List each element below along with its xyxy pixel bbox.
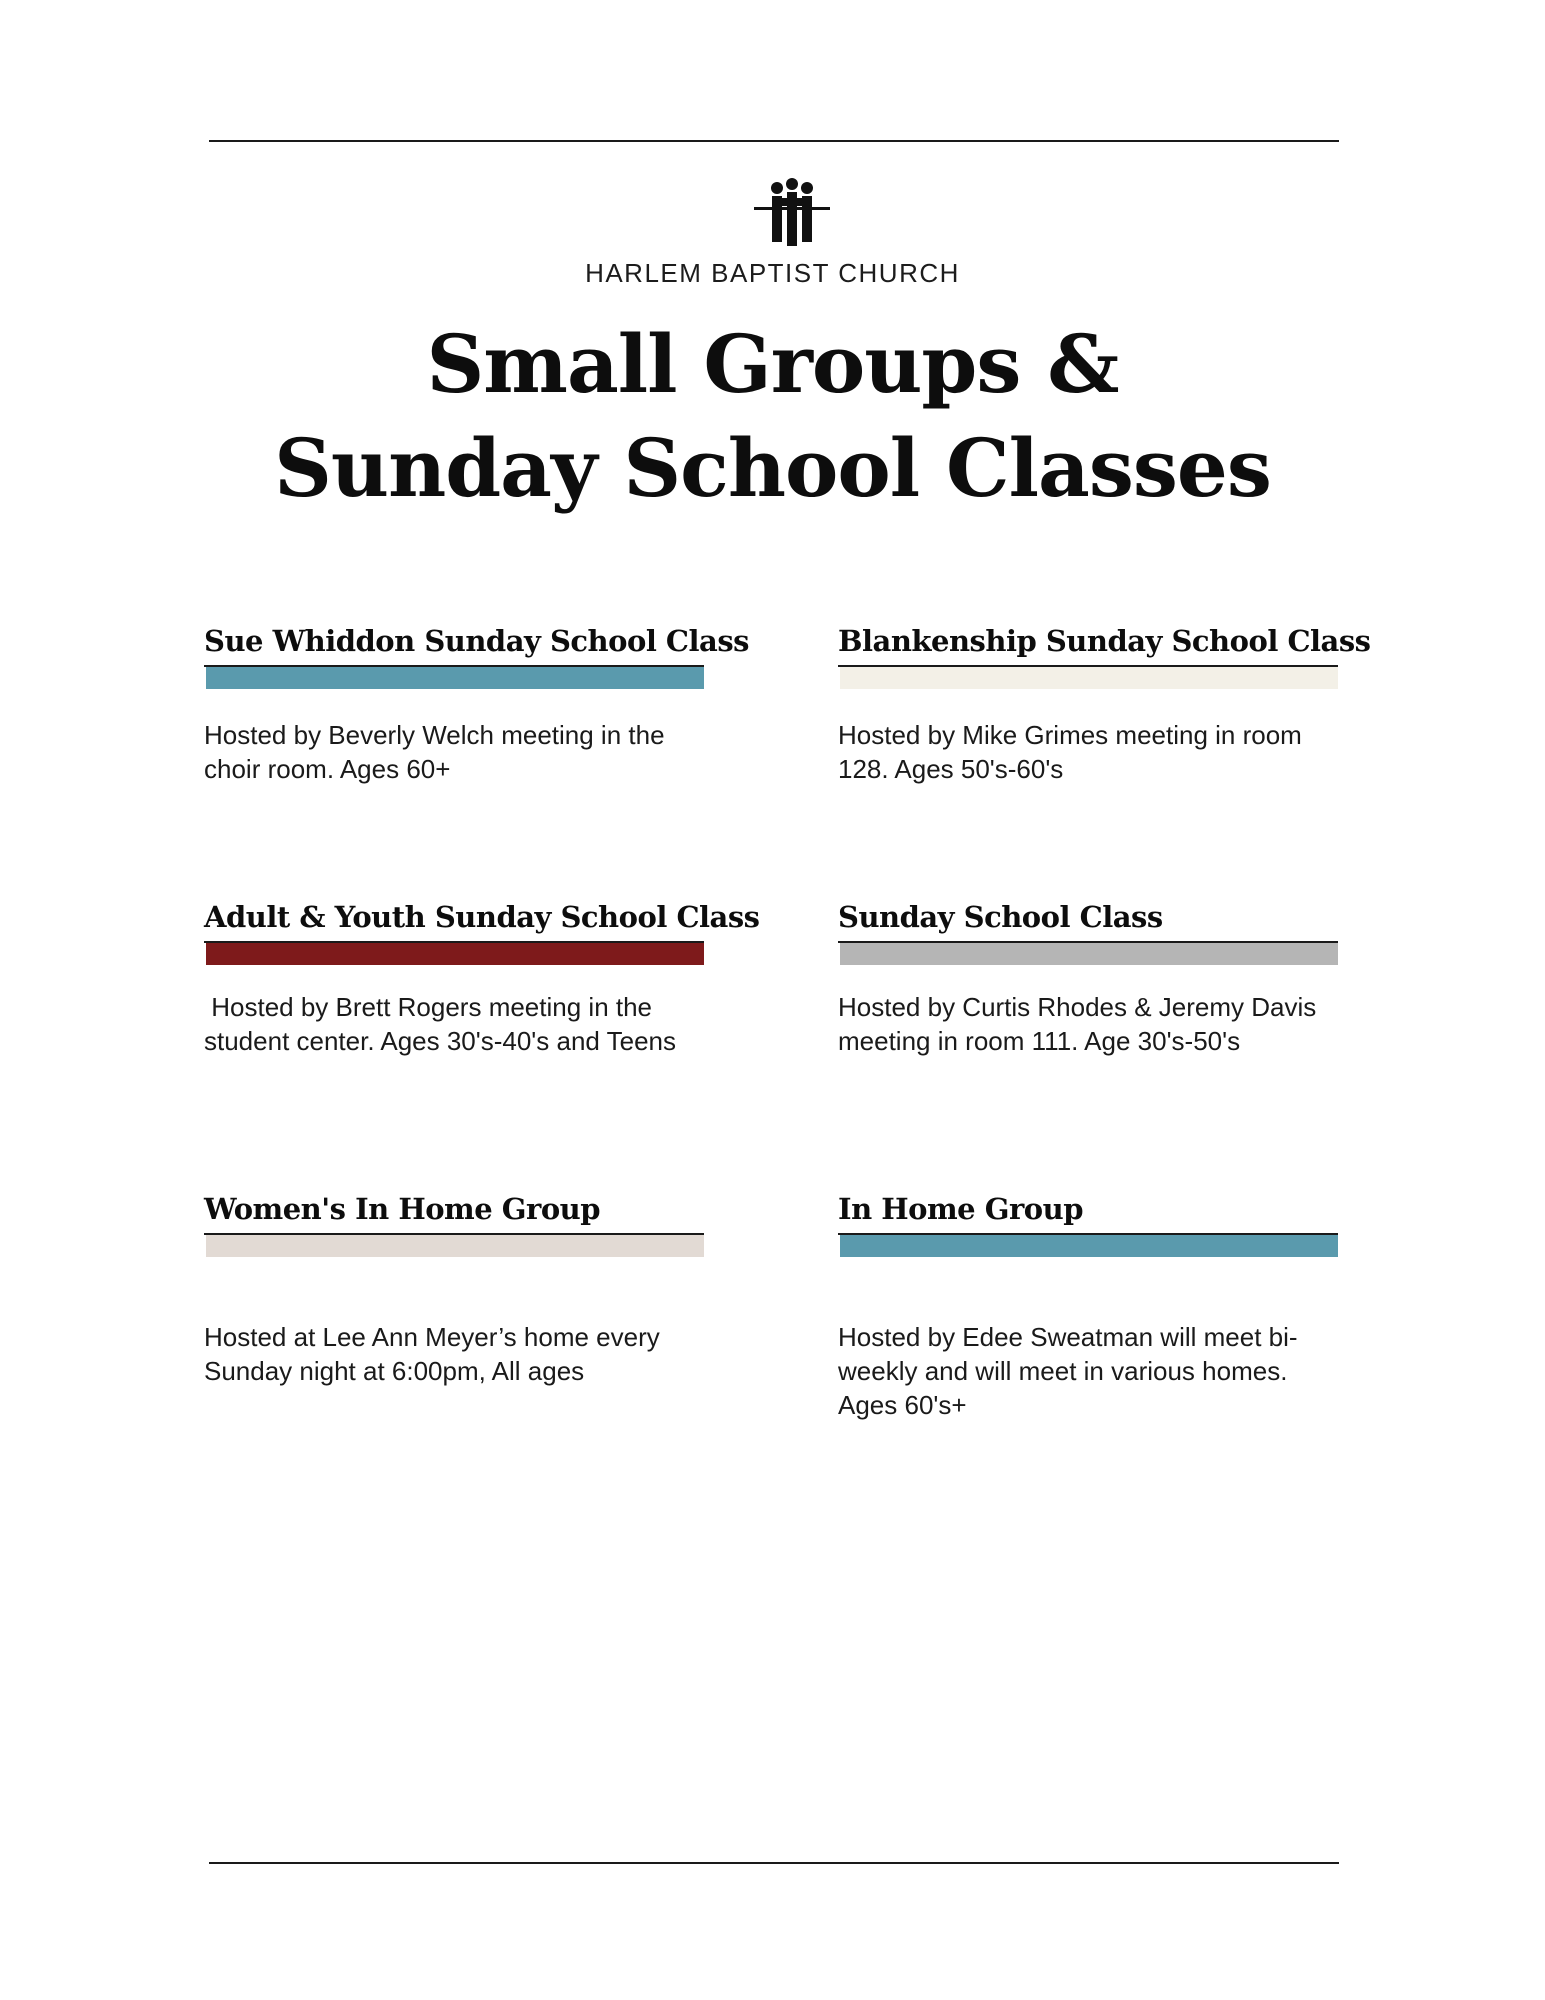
group-color-bar [206,1235,704,1257]
group-title: Adult & Youth Sunday School Class [204,900,760,934]
group-description: Hosted by Beverly Welch meeting in the choir room. Ages 60+ [204,720,672,784]
group-title: In Home Group [838,1192,1083,1226]
bottom-divider [209,1862,1339,1864]
church-name: HARLEM BAPTIST CHURCH [585,258,960,288]
group-color-bar [840,943,1338,965]
group-title: Sue Whiddon Sunday School Class [204,624,749,658]
page-title [0,312,1545,520]
page-title-line-1: Small Groups & [426,317,1119,411]
group-color-bar [840,667,1338,689]
group-description: Hosted by Edee Sweatman will meet bi-weekly and will meet in various homes. Ages 60's+ [838,1322,1298,1420]
church-people-cross-icon [752,178,832,246]
top-divider [209,140,1339,142]
group-color-bar [206,943,704,965]
group-color-bar [206,667,704,689]
group-description: Hosted by Curtis Rhodes & Jeremy Davis meeting in room 111. Age 30's-50's [838,992,1324,1056]
group-title: Women's In Home Group [204,1192,601,1226]
page-title-line-2: Sunday School Classes [274,421,1271,515]
group-title: Blankenship Sunday School Class [838,624,1371,658]
group-description: Hosted at Lee Ann Meyer’s home every Sunday night at 6:00pm, All ages [204,1322,667,1386]
group-title: Sunday School Class [838,900,1163,934]
group-description: Hosted by Brett Rogers meeting in the student center. Ages 30's-40's and Teens [204,992,676,1056]
group-color-bar [840,1235,1338,1257]
group-description: Hosted by Mike Grimes meeting in room 128. Ages 50's-60's [838,720,1310,784]
